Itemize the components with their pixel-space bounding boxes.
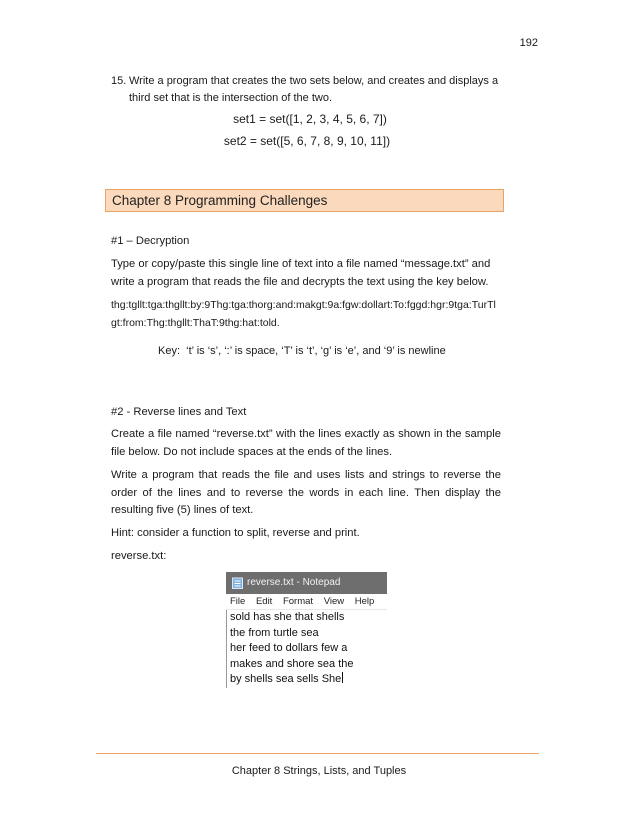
exercise-15 bbox=[111, 73, 501, 107]
text-line-last bbox=[227, 672, 387, 688]
text-line: sold has she that shells bbox=[230, 611, 345, 623]
file-label: reverse.txt: bbox=[111, 550, 167, 562]
menu-file[interactable]: File bbox=[230, 596, 246, 607]
footer-text: Chapter 8 Strings, Lists, and Tuples bbox=[231, 765, 407, 777]
menu-format[interactable]: Format bbox=[282, 596, 314, 607]
text-line: by shells sea sells She bbox=[230, 673, 342, 685]
text-line: her feed to dollars few a bbox=[230, 642, 348, 654]
set2-code: set2 = set([5, 6, 7, 8, 9, 10, 11]) bbox=[223, 134, 391, 148]
decryption-key: Key: ‘t’ is ‘s’, ‘:’ is space, ‘T’ is ‘t’, ‘g’ is ‘e’, and ‘9’ is newline bbox=[158, 345, 446, 357]
ciphertext: thg:tgllt:tga:thgllt:by:9Thg:tga:thorg:and:makgt:9a:fgw:dollart:To:fggd:hgr:9tga:TurTlgt:from:Thg:thgllt:ThaT:9thg:hat:told. bbox=[111, 299, 496, 329]
set1-code: set1 = set([1, 2, 3, 4, 5, 6, 7]) bbox=[233, 112, 387, 126]
page-number: 192 bbox=[519, 37, 538, 49]
challenge2-para2: Write a program that reads the file and uses lists and strings to reverse the order of the lines and to reverse the words in each line. Then display the resulting five (5) lines of text. bbox=[111, 469, 501, 516]
menu-view[interactable]: View bbox=[323, 596, 345, 607]
text-line: the from turtle sea bbox=[230, 626, 319, 639]
notepad-menubar bbox=[226, 594, 387, 610]
menu-edit[interactable]: Edit bbox=[255, 596, 273, 607]
challenge2-para1: Create a file named “reverse.txt” with the lines exactly as shown in the sample file below. Do not include spaces at the ends of the lines. bbox=[111, 428, 501, 458]
challenge2-hint: Hint: consider a function to split, reverse and print. bbox=[111, 527, 360, 539]
notepad-icon bbox=[232, 577, 243, 589]
chapter-heading: Chapter 8 Programming Challenges bbox=[105, 189, 504, 212]
footer-rule bbox=[96, 753, 539, 754]
menu-help[interactable]: Help bbox=[354, 596, 375, 607]
exercise-text: Write a program that creates the two sets below, and creates and displays a third set that is the intersection of the two. bbox=[129, 75, 499, 104]
exercise-number: 15. bbox=[111, 75, 127, 87]
challenge2-title: #2 - Reverse lines and Text bbox=[111, 406, 247, 418]
challenge1-instructions: Type or copy/paste this single line of text into a file named “message.txt” and write a program that reads the file and decrypts the text using the key below. bbox=[111, 258, 491, 288]
notepad-title: reverse.txt - Notepad bbox=[247, 577, 341, 588]
challenge1-title: #1 – Decryption bbox=[111, 235, 190, 247]
text-cursor bbox=[342, 672, 343, 683]
notepad-window bbox=[226, 572, 387, 690]
notepad-text-area[interactable] bbox=[226, 610, 387, 688]
text-line: makes and shore sea the bbox=[230, 657, 354, 670]
notepad-titlebar bbox=[226, 572, 387, 594]
